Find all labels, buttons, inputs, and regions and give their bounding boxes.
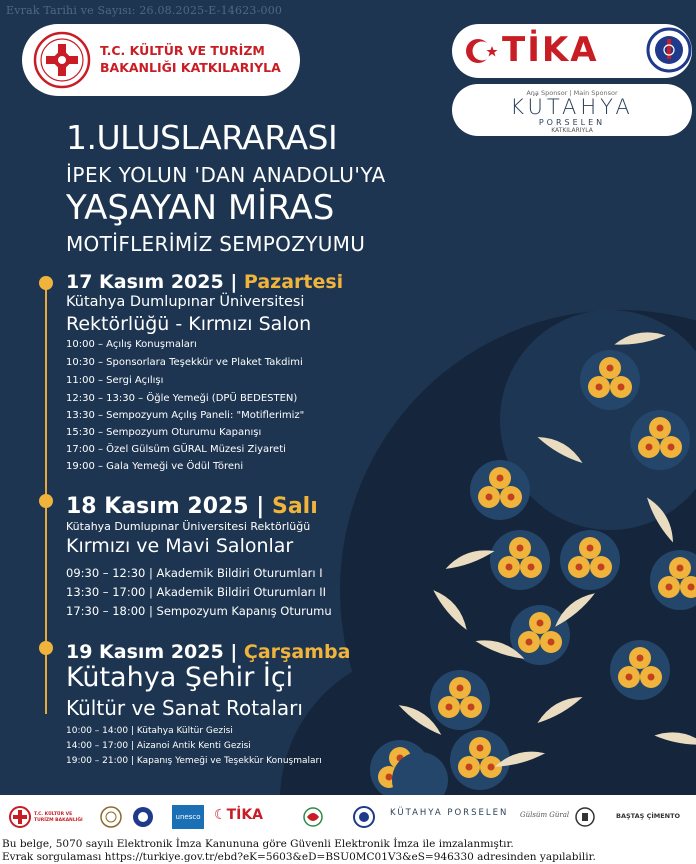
ministry-line-1: T.C. KÜLTÜR VE TURİZM [100, 43, 265, 58]
day-1-venue-2: Rektörlüğü - Kırmızı Salon [66, 313, 312, 335]
timeline-dot [39, 494, 53, 508]
title-line-1: 1.ULUSLARARASI [66, 118, 338, 157]
university-seal-icon [646, 27, 692, 73]
sponsor-emblem-icon [300, 805, 326, 829]
ministry-badge [22, 24, 300, 96]
ornament-shape [477, 745, 484, 752]
ornament-shape [576, 564, 583, 571]
ornament-shape [528, 564, 535, 571]
title-line-2: İPEK YOLUN 'DAN ANADOLU'YA [66, 163, 386, 187]
footer-bastas-text: BAŞTAŞ ÇİMENTO [616, 812, 681, 820]
footer-tika-logo [214, 807, 263, 823]
unesco-text: unesco [175, 813, 201, 821]
unesco-logo [172, 805, 204, 829]
ornament-shape [596, 384, 603, 391]
ornament-shape [548, 639, 555, 646]
day-1-item: 19:00 – Gala Yemeği ve Ödül Töreni [66, 461, 244, 472]
emblem-logo-icon [132, 805, 154, 829]
ministry-logo-icon [8, 805, 32, 829]
building-logo-icon [574, 805, 596, 829]
footer-gulsum-text: Gülsüm Güral [520, 811, 570, 819]
ornament-shape [537, 620, 544, 627]
ornament-shape [618, 384, 625, 391]
day-3-venue-2: Kültür ve Sanat Rotaları [66, 696, 303, 720]
ornament-shape [386, 774, 393, 781]
ornament-shape [607, 365, 614, 372]
day-2-weekday: Salı [271, 494, 318, 519]
day-1-item: 12:30 – 13:30 – Öğle Yemeği (DPÜ BEDESTEN) [66, 393, 298, 404]
footer-logo-strip [0, 795, 696, 839]
day-2-venue-1: Kütahya Dumlupınar Üniversitesi Rektörlüğü [66, 520, 311, 533]
ornament-shape [468, 704, 475, 711]
ornament-shape [677, 565, 684, 572]
ornament-shape [486, 494, 493, 501]
ornament-shape [626, 674, 633, 681]
timeline-dot [39, 276, 53, 290]
footer-tika-text: TİKA [226, 807, 264, 823]
day-1-weekday: Pazartesi [243, 271, 344, 293]
footer-kutahya-text: KÜTAHYA PORSELEN [390, 808, 509, 818]
day-1-date: 17 Kasım 2025 | [66, 271, 238, 293]
ornament-shape [457, 685, 464, 692]
ornament-shape [688, 584, 695, 591]
ornament-shape [666, 584, 673, 591]
ornament-shape [646, 444, 653, 451]
tika-name: TİKA [502, 30, 599, 70]
legal-line-2: Evrak sorgulaması https://turkiye.gov.tr/ebd?eK=5603&eD=BSU0MC01V3&eS=946330 adresinden yapılabilir. [2, 851, 596, 863]
title-line-3: YAŞAYAN MİRAS [66, 188, 335, 228]
day-3-item: 19:00 – 21:00 | Kapanış Yemeği ve Teşekkür Konuşmaları [66, 756, 322, 766]
ornament-shape [526, 639, 533, 646]
ministry-seal-icon [32, 30, 92, 90]
ministry-text [100, 42, 281, 76]
main-sponsor-badge [452, 84, 692, 136]
day-3-date: 19 Kasım 2025 | [66, 641, 238, 663]
university-logo-icon [100, 805, 122, 829]
day-2-item: 17:30 – 18:00 | Sempozyum Kapanış Oturumu [66, 604, 332, 618]
sponsor-sub: PORSELEN [538, 118, 606, 127]
ornament-shape [598, 564, 605, 571]
day-3-item: 10:00 – 14:00 | Kütahya Kültür Gezisi [66, 726, 233, 736]
ministry-line-2: BAKANLIĞI KATKILARIYLA [100, 60, 281, 75]
day-2-item: 13:30 – 17:00 | Akademik Bildiri Oturumları II [66, 585, 327, 599]
day-1-item: 10:30 – Sponsorlara Teşekkür ve Plaket Takdimi [66, 357, 303, 368]
title-line-4: MOTİFLERİMİZ SEMPOZYUMU [66, 232, 366, 256]
day-1-venue-1: Kütahya Dumlupınar Üniversitesi [66, 294, 305, 310]
day-1-item: 13:30 – Sempozyum Açılış Paneli: "Motiflerimiz" [66, 410, 305, 421]
day-1-item: 15:30 – Sempozyum Oturumu Kapanışı [66, 427, 262, 438]
ornament-shape [497, 475, 504, 482]
day-3-heading [66, 641, 350, 663]
timeline-dot [39, 641, 53, 655]
day-3-weekday: Çarşamba [243, 641, 351, 663]
crescent-star-icon [464, 36, 500, 66]
ornament-shape [506, 564, 513, 571]
ornament-shape [517, 545, 524, 552]
ornament-shape [657, 425, 664, 432]
ornament-shape [637, 655, 644, 662]
day-2-date: 18 Kasım 2025 | [66, 494, 265, 519]
ornament-shape [508, 494, 515, 501]
document-watermark: Evrak Tarihi ve Sayısı: 26.08.2025-E-14623-000 [6, 4, 283, 17]
day-3-item: 14:00 – 17:00 | Aizanoi Antik Kenti Gezisi [66, 741, 251, 751]
day-2-item: 09:30 – 12:30 | Akademik Bildiri Oturumları I [66, 566, 323, 580]
sponsor-note: KATKILARIYLA [551, 127, 593, 134]
day-2-venue-2: Kırmızı ve Mavi Salonlar [66, 535, 294, 557]
tika-badge [452, 24, 692, 78]
ornament-shape [668, 444, 675, 451]
sponsor-name: KÜTAHYA [510, 95, 634, 119]
ornament-shape [488, 764, 495, 771]
day-1-item: 17:00 – Özel Gülsüm GÜRAL Müzesi Ziyareti [66, 444, 286, 455]
ornament-shape [466, 764, 473, 771]
ornament-shape [648, 674, 655, 681]
ornament-shape [446, 704, 453, 711]
day-1-item: 10:00 – Açılış Konuşmaları [66, 339, 197, 350]
sponsor-label: Ana Sponsor | Main Sponsor [526, 89, 618, 97]
university-badge-icon [352, 805, 376, 829]
crescent-icon: ☾ [214, 807, 227, 823]
day-1-item: 11:00 – Sergi Açılışı [66, 375, 164, 386]
day-1-heading [66, 271, 343, 293]
legal-line-1: Bu belge, 5070 sayılı Elektronik İmza Kanununa göre Güvenli Elektronik İmza ile imzalanmıştır. [2, 838, 514, 850]
footer-ministry-text: T.C. KÜLTÜR VE TURİZM BAKANLIĞI [34, 812, 83, 823]
ornament-shape [587, 545, 594, 552]
day-3-venue-1: Kütahya Şehir İçi [66, 662, 294, 693]
day-2-heading [66, 494, 318, 519]
